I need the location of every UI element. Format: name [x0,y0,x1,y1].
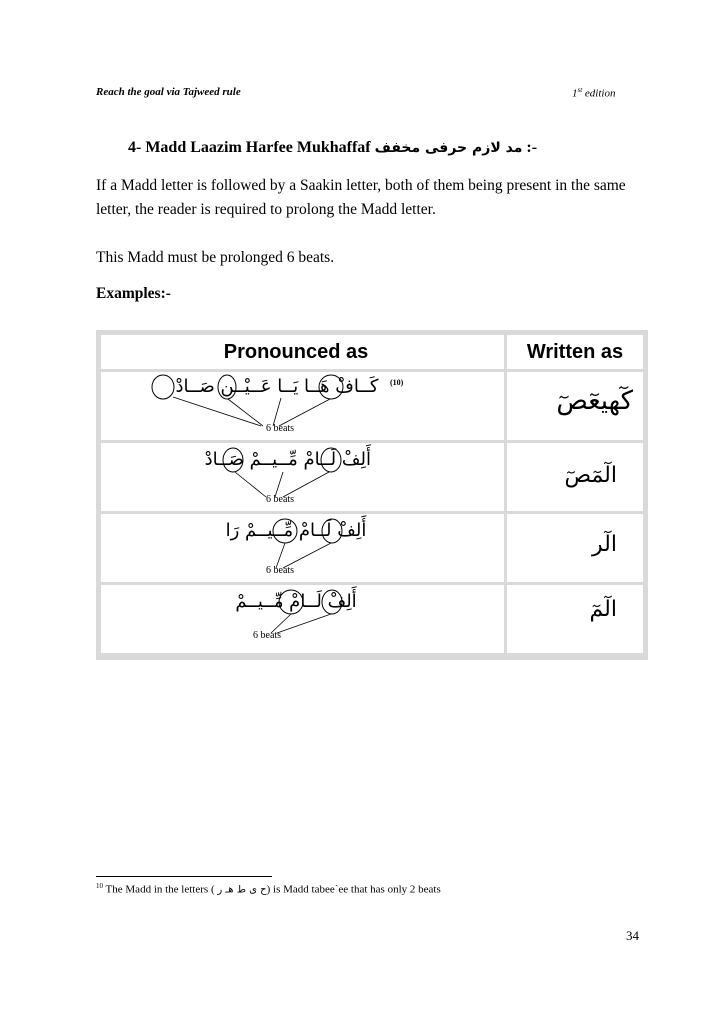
table-row-2-pronounced [101,443,504,511]
beats-label-row-2: 6 beats [266,494,295,505]
madd-arrows-row-1 [101,372,504,440]
table-row-4-pronounced [101,585,504,653]
table-row-3-written [507,514,643,582]
running-header: Reach the goal via Tajweed rule [96,86,241,98]
header-cell-pronounced [101,335,504,369]
section-title-english: 4- Madd Laazim Harfee Mukhaffaf [128,139,375,156]
footnote-text-before: The Madd in the letters ( [103,883,218,896]
table-row-3-pronounced [101,514,504,582]
footnote-ref-10: (10) [390,378,404,387]
paragraph-definition: If a Madd letter is followed by a Saakin letter, both of them being present in the same letter, the reader is required to prolong the Madd letter. [96,177,626,218]
examples-heading: Examples:- [96,285,171,302]
table-row-2-written [507,443,643,511]
column-header-written: Written as [526,341,624,363]
table-row-1-written [507,372,643,440]
footnote-number: 10 [96,882,103,890]
madd-arrows-row-2 [101,443,504,511]
pronounced-text-row-1: كَــافْ هَــا يَــا عَــيْــن صَــادْ [175,376,379,397]
madd-arrows-row-3 [101,514,504,582]
footnote-letters-arabic: ح ى ط هـ ر [217,884,267,896]
beats-label-row-3: 6 beats [266,565,295,576]
table-row-1-pronounced [101,372,504,440]
edition-word: edition [582,87,616,100]
pronounced-text-row-4: أَلِفْ لَــامْ مِّــيــمْ [235,591,357,612]
footnote [96,882,441,896]
table-row-4-written [507,585,643,653]
edition-label [572,86,615,100]
section-title [128,139,537,157]
header-cell-written [507,335,643,369]
pronounced-text-row-3: أَلِفْ لَــامْ مِّــيــمْ رَا [225,520,367,541]
written-text-row-4: الٓمٓ [589,597,617,622]
edition-superscript: st [577,86,583,94]
beats-label-row-4: 6 beats [253,630,282,641]
examples-table [96,330,648,660]
written-text-row-1: كٓهيعٓصٓ [556,386,633,416]
written-text-row-3: الٓر [592,532,617,557]
column-header-pronounced: Pronounced as [223,341,369,363]
madd-arrows-row-4 [101,585,504,653]
page-number: 34 [626,928,639,943]
section-title-suffix: :- [522,139,538,156]
section-title-arabic: مد لازم حرفى مخفف [374,140,523,156]
pronounced-text-row-2: أَلِفْ لَــامْ مِّــيــمْ صَــادْ [204,449,371,470]
footnote-text-after: ) is Madd tabee`ee that has only 2 beats [266,883,441,896]
paragraph-duration: This Madd must be prolonged 6 beats. [96,249,335,266]
beats-label-row-1: 6 beats [266,423,295,434]
footnote-separator [96,876,272,877]
edition-number: 1 [572,87,578,100]
written-text-row-2: الٓمٓصٓ [564,463,617,488]
